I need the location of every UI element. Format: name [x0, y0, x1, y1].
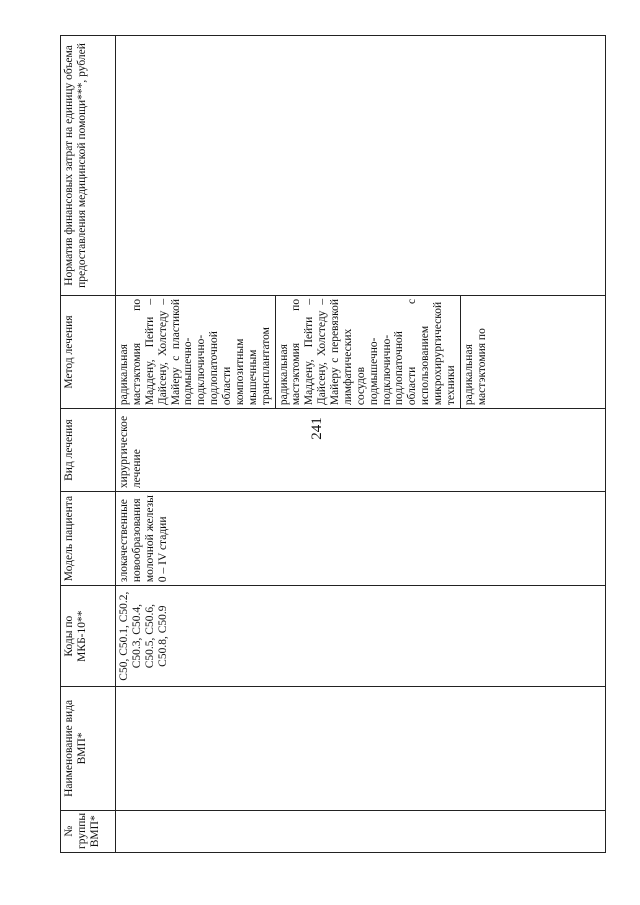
cell-method-3: радикальная мастэктомия по	[460, 295, 605, 408]
header-type-name: Наименование вида ВМП*	[61, 687, 116, 810]
page-number: 241	[308, 417, 325, 440]
table-header-row	[61, 36, 116, 853]
cell-treatment-type: хирургическое лечение	[116, 409, 606, 492]
cell-type-name	[116, 687, 606, 810]
cell-cost-norm	[116, 36, 606, 296]
header-treatment-method: Метод лечения	[61, 295, 116, 408]
rotated-table-container	[60, 35, 566, 853]
header-treatment-type: Вид лечения	[61, 409, 116, 492]
cell-icd-codes: C50, C50.1, C50.2, C50.3, C50.4, C50.5, C50.6, C50.8, C50.9	[116, 586, 606, 687]
cell-patient-model: злокачественные новообразования молочной железы 0 – IV стадии	[116, 492, 606, 586]
cell-method-2: радикальная мастэктомия по Маддену, Пейти – Дайсену, Холстеду – Майеру с перевязкой лимфатических сосудов подмышечно-подключично-подлопаточной области с использованием микрохирургической техники	[275, 295, 460, 408]
table-row	[116, 36, 276, 853]
header-group-no: № группы ВМП*	[61, 810, 116, 852]
vmp-table	[60, 35, 606, 853]
header-icd-codes: Коды по МКБ-10**	[61, 586, 116, 687]
header-patient-model: Модель пациента	[61, 492, 116, 586]
header-cost-norm: Норматив финансовых затрат на единицу объема предоставления медицинской помощи***, рублей	[61, 36, 116, 296]
cell-method-1: радикальная мастэктомия по Маддену, Пейти – Дайсену, Холстеду – Майеру с пластикой подмышечно-подключично-подлопаточной области композитным мышечным трансплантатом	[116, 295, 276, 408]
cell-group-no	[116, 810, 606, 852]
